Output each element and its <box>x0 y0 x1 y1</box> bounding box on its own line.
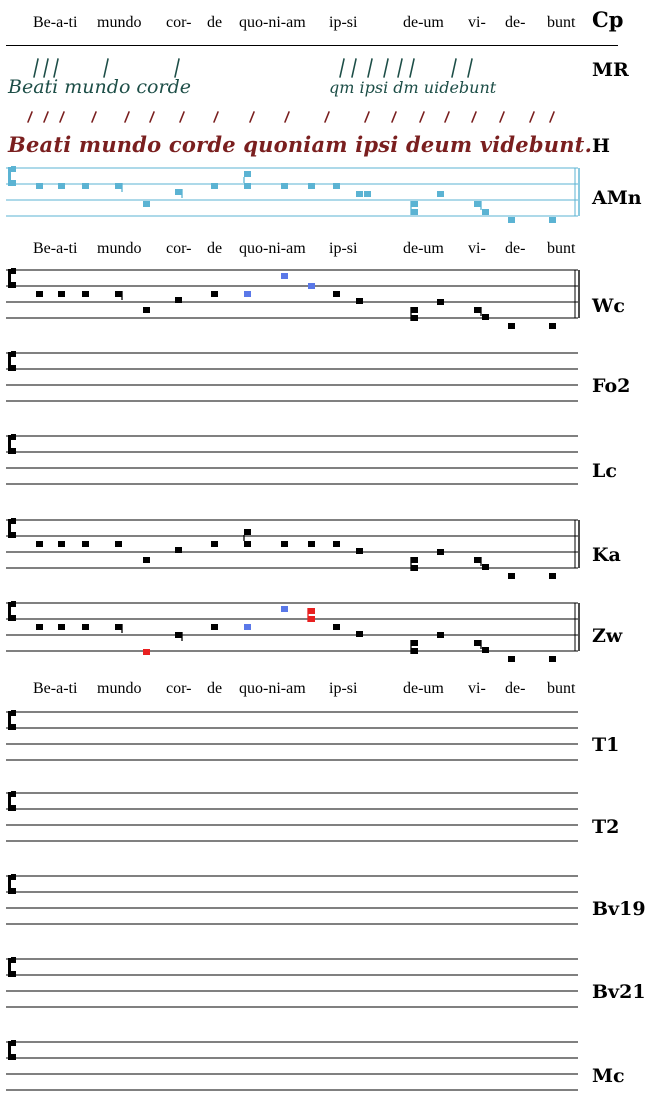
neume-note <box>211 624 218 630</box>
lyric-syllable: cor- <box>166 240 192 257</box>
neume-note <box>36 624 43 630</box>
neume-stroke <box>398 59 402 77</box>
neume-note <box>356 298 363 304</box>
neume-stroke <box>175 59 179 77</box>
staff-wc <box>0 262 662 337</box>
staff-amn <box>0 160 662 230</box>
neume-note <box>281 183 288 189</box>
c-clef-icon <box>8 874 16 894</box>
neume-note <box>482 564 489 570</box>
neume-note <box>482 314 489 320</box>
siglum-mc: Mc <box>592 1065 625 1087</box>
c-clef-icon <box>8 268 16 288</box>
neume-note <box>411 557 418 571</box>
lyric-syllable: bunt <box>547 14 576 31</box>
c-clef-icon <box>8 791 16 811</box>
neume-note <box>549 217 556 223</box>
neume-note <box>58 183 65 189</box>
siglum-mr: MR <box>592 59 629 81</box>
neume-note <box>143 557 150 563</box>
neume-stroke <box>54 59 58 77</box>
neume-note <box>115 541 122 547</box>
neume-stroke <box>500 112 504 122</box>
neume-stroke <box>468 59 472 77</box>
siglum-wc: Wc <box>592 295 625 317</box>
siglum-bv21: Bv21 <box>592 981 646 1003</box>
neume-note <box>437 191 444 197</box>
neume-note <box>482 647 489 653</box>
c-clef-icon <box>8 434 16 454</box>
neume-stroke <box>340 59 344 77</box>
neume-note <box>175 632 182 641</box>
c-clef-icon <box>8 957 16 977</box>
neume-stroke <box>368 59 372 77</box>
neume-note <box>437 632 444 638</box>
lyric-syllable: de- <box>505 680 526 697</box>
lyric-syllable: quo-ni-am <box>239 14 306 31</box>
neume-note <box>211 291 218 297</box>
neume-stroke <box>352 59 356 77</box>
staff-bv19 <box>0 868 662 933</box>
siglum-h: H <box>592 135 610 157</box>
neume-note <box>175 547 182 553</box>
siglum-bv19: Bv19 <box>592 898 646 920</box>
neume-note <box>356 191 363 197</box>
lyric-syllable: vi- <box>468 240 486 257</box>
staff-ka <box>0 512 662 587</box>
double-barline-icon <box>575 520 579 568</box>
neume-note <box>58 541 65 547</box>
neume-note <box>115 291 122 300</box>
neume-note <box>356 631 363 637</box>
neume-note <box>82 291 89 297</box>
siglum-fo2: Fo2 <box>592 375 631 397</box>
lyric-syllable: Be-a-ti <box>33 14 78 31</box>
neume-note <box>437 549 444 555</box>
lyrics-row-2 <box>0 236 662 260</box>
neume-note <box>333 541 340 547</box>
c-clef-icon <box>8 518 16 538</box>
neume-note <box>281 541 288 547</box>
c-clef-icon <box>8 351 16 371</box>
lyric-syllable: Be-a-ti <box>33 680 78 697</box>
neume-stroke <box>250 112 254 122</box>
neume-stroke <box>285 112 289 122</box>
double-barline-icon <box>575 270 579 318</box>
neume-stroke <box>92 112 96 122</box>
lyric-syllable: de <box>207 14 223 31</box>
neume-stroke <box>28 112 32 122</box>
neume-note <box>143 307 150 313</box>
neume-note <box>474 640 481 649</box>
lyric-syllable: vi- <box>468 680 486 697</box>
neume-stroke <box>214 112 218 122</box>
neume-stroke <box>365 112 369 122</box>
lyric-syllable: de <box>207 680 223 697</box>
neume-stroke <box>150 112 154 122</box>
staff-zw <box>0 595 662 670</box>
neume-stroke <box>325 112 329 122</box>
neume-note <box>474 557 481 566</box>
neume-note <box>508 217 515 223</box>
neume-note <box>211 183 218 189</box>
neume-note <box>308 183 315 189</box>
lyric-syllable: de-um <box>403 680 444 697</box>
lyric-syllable: ip-si <box>329 680 358 697</box>
neume-note <box>58 291 65 297</box>
neume-note <box>482 209 489 215</box>
neume-note <box>244 171 251 189</box>
lyric-syllable: ip-si <box>329 240 358 257</box>
staff-bv21 <box>0 951 662 1016</box>
lyric-syllable: quo-ni-am <box>239 680 306 697</box>
neume-stroke <box>530 112 534 122</box>
lyric-syllable: mundo <box>97 680 142 697</box>
siglum-lc: Lc <box>592 460 617 482</box>
mr-text-part2: qm ipsi dm uidebunt <box>329 78 497 97</box>
lyrics-row-1 <box>0 7 662 34</box>
neume-note <box>143 649 150 655</box>
manuscript-text-h: Beati mundo corde quoniam ipsi deum videbunt. <box>8 132 593 157</box>
neume-stroke <box>104 59 108 77</box>
neume-note <box>36 291 43 297</box>
neume-note <box>82 541 89 547</box>
neume-stroke <box>472 112 476 122</box>
lyric-syllable: cor- <box>166 680 192 697</box>
neume-stroke <box>125 112 129 122</box>
c-clef-icon <box>8 166 16 186</box>
staff-t1 <box>0 704 662 769</box>
lyric-syllable: mundo <box>97 14 142 31</box>
staff-fo2 <box>0 345 662 410</box>
neume-stroke <box>384 59 388 77</box>
neume-note <box>474 307 481 316</box>
staff-mc <box>0 1034 662 1104</box>
lyric-syllable: quo-ni-am <box>239 240 306 257</box>
neume-stroke <box>34 59 38 77</box>
neume-note <box>36 541 43 547</box>
siglum-zw: Zw <box>592 625 623 647</box>
neume-stroke <box>420 112 424 122</box>
neume-note <box>244 291 251 297</box>
neume-note <box>308 608 315 622</box>
neume-note <box>82 183 89 189</box>
neume-note <box>333 183 340 189</box>
c-clef-icon <box>8 710 16 730</box>
neume-note <box>308 283 315 289</box>
neume-note <box>411 307 418 321</box>
neume-note <box>308 541 315 547</box>
neume-note <box>244 624 251 630</box>
neume-note <box>411 640 418 654</box>
lyric-syllable: vi- <box>468 14 486 31</box>
neume-note <box>58 624 65 630</box>
neume-stroke <box>452 59 456 77</box>
neume-note <box>508 323 515 329</box>
neume-note <box>244 529 251 547</box>
divider-rule <box>6 45 618 46</box>
staff-lc <box>0 428 662 493</box>
neume-note <box>211 541 218 547</box>
lyric-syllable: de- <box>505 14 526 31</box>
neume-stroke <box>392 112 396 122</box>
neume-note <box>36 183 43 189</box>
neume-note <box>356 548 363 554</box>
neume-note <box>549 656 556 662</box>
lyric-syllable: de-um <box>403 240 444 257</box>
neume-stroke <box>550 112 554 122</box>
neume-note <box>411 201 418 215</box>
lyric-syllable: ip-si <box>329 14 358 31</box>
lyric-syllable: mundo <box>97 240 142 257</box>
c-clef-icon <box>8 601 16 621</box>
neume-note <box>281 606 288 612</box>
neume-stroke <box>44 112 48 122</box>
neume-note <box>508 656 515 662</box>
neume-note <box>82 624 89 630</box>
lyric-syllable: Be-a-ti <box>33 240 78 257</box>
neume-note <box>115 624 122 633</box>
siglum-t1: T1 <box>592 734 620 756</box>
mr-text-part1: Beati mundo corde <box>8 76 191 98</box>
manuscript-text-mr <box>8 76 496 98</box>
neume-note <box>549 573 556 579</box>
siglum-amn: AMn <box>592 187 642 209</box>
neume-note <box>175 189 182 198</box>
double-barline-icon <box>575 603 579 651</box>
neume-note <box>474 201 481 210</box>
neume-note <box>437 299 444 305</box>
double-barline-icon <box>575 168 579 216</box>
lyric-syllable: bunt <box>547 680 576 697</box>
neume-stroke <box>180 112 184 122</box>
neume-note <box>115 183 122 192</box>
siglum-ka: Ka <box>592 544 621 566</box>
c-clef-icon <box>8 1040 16 1060</box>
neume-stroke <box>410 59 414 77</box>
neume-note <box>549 323 556 329</box>
neume-note <box>333 624 340 630</box>
neume-note <box>508 573 515 579</box>
neume-stroke <box>445 112 449 122</box>
lyric-syllable: de-um <box>403 14 444 31</box>
neume-note <box>281 273 288 279</box>
lyric-syllable: cor- <box>166 14 192 31</box>
lyric-syllable: bunt <box>547 240 576 257</box>
neume-stroke <box>44 59 48 77</box>
lyrics-row-3 <box>0 676 662 700</box>
neume-note <box>333 291 340 297</box>
neume-note <box>175 297 182 303</box>
neume-row-h <box>0 108 580 132</box>
staff-t2 <box>0 785 662 850</box>
neume-note <box>143 201 150 207</box>
siglum-t2: T2 <box>592 816 620 838</box>
neume-stroke <box>60 112 64 122</box>
lyric-syllable: de <box>207 240 223 257</box>
neume-note <box>364 191 371 197</box>
lyric-syllable: de- <box>505 240 526 257</box>
siglum-cp: Cp <box>592 7 624 32</box>
